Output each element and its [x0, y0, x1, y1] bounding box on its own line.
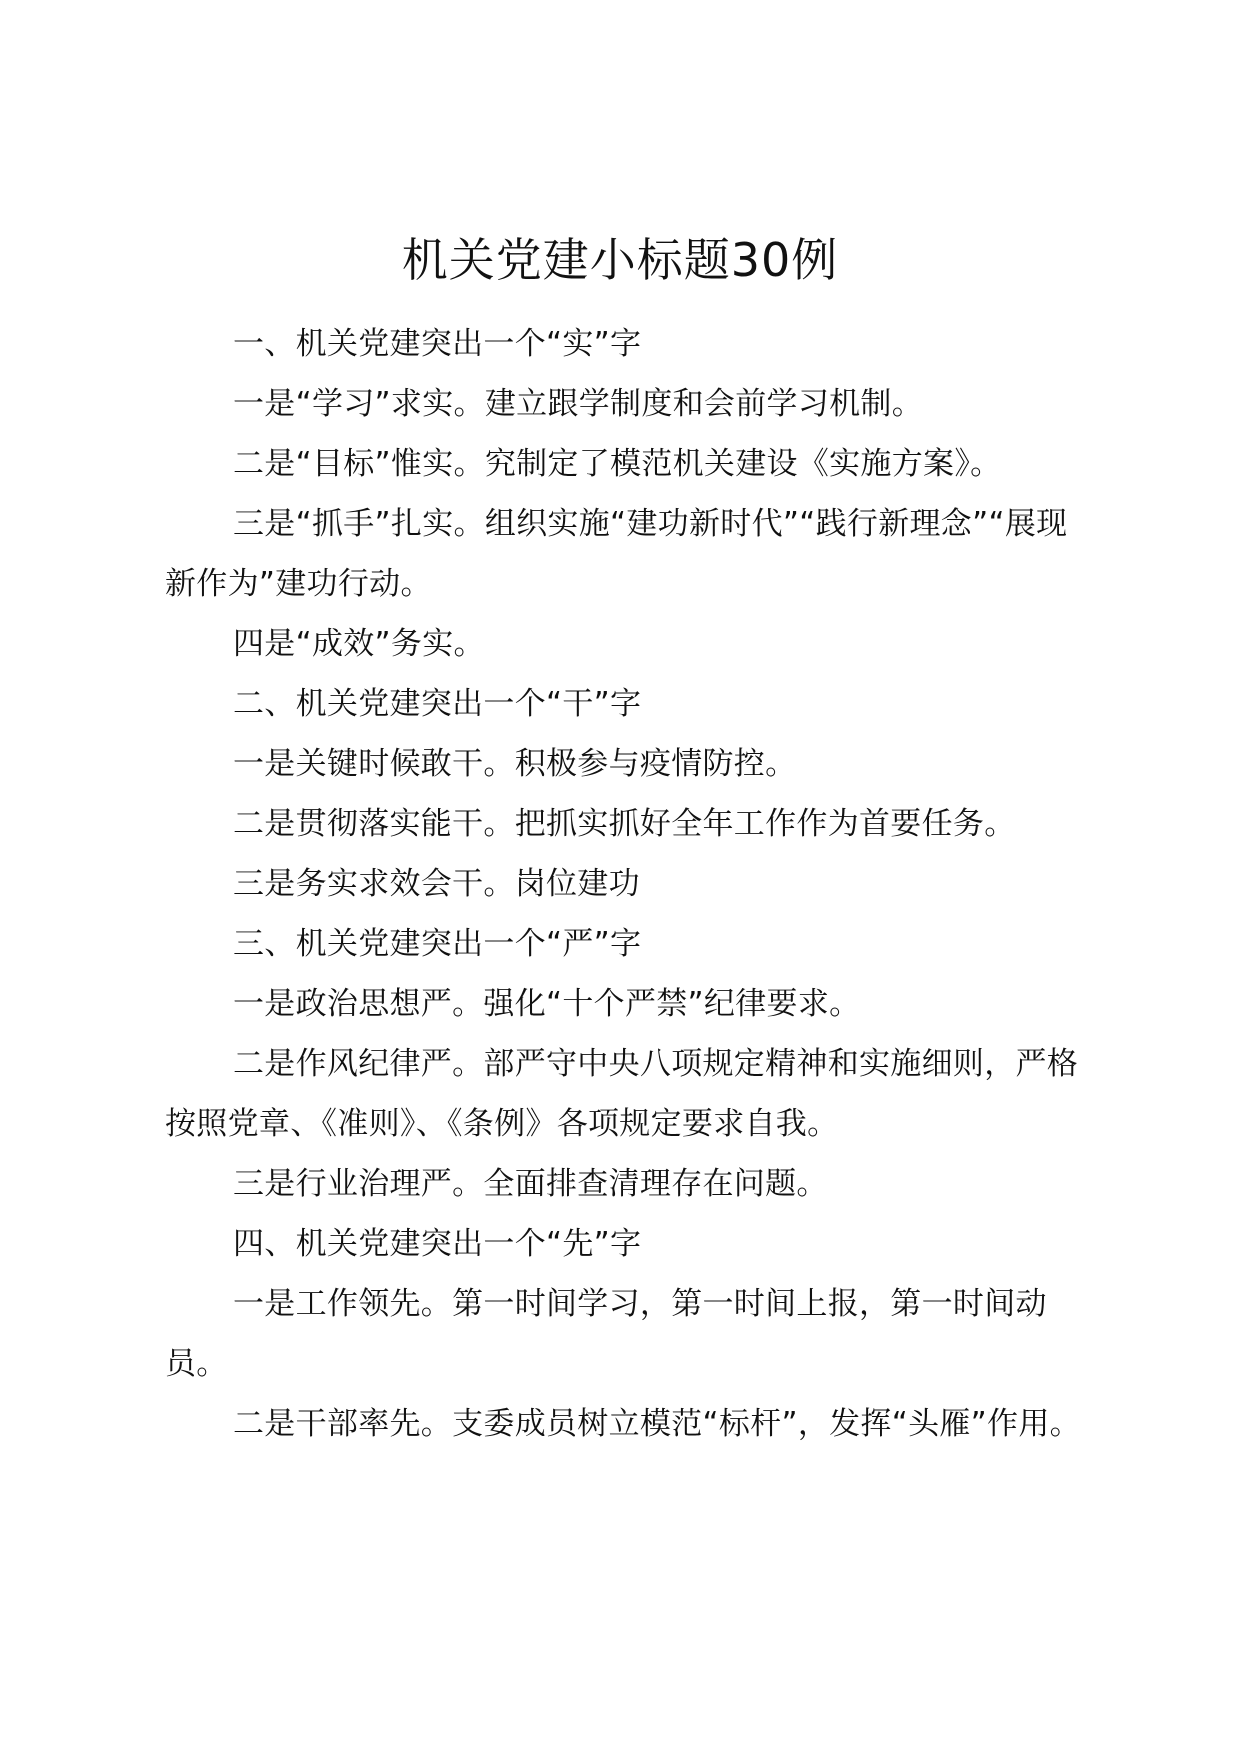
paragraph: 三是行业治理严。全面排查清理存在问题。	[233, 1166, 828, 1202]
paragraph: 二是干部率先。支委成员树立模范“标杆”，发挥“头雁”作用。	[233, 1406, 1081, 1442]
paragraph: 一是工作领先。第一时间学习，第一时间上报，第一时间动员。	[165, 1286, 1047, 1382]
paragraph: 二是“目标”惟实。究制定了模范机关建设《实施方案》。	[233, 446, 1002, 482]
paragraph: 二是贯彻落实能干。把抓实抓好全年工作作为首要任务。	[233, 806, 1016, 842]
document-title: 机关党建小标题30例	[401, 233, 839, 287]
section-heading-yan: 三、机关党建突出一个“严”字	[233, 926, 642, 962]
paragraph: 三是“抓手”扎实。组织实施“建功新时代”“践行新理念”“展现新作为”建功行动。	[165, 506, 1068, 602]
paragraph: 一是政治思想严。强化“十个严禁”纪律要求。	[233, 986, 861, 1022]
section-heading-gan: 二、机关党建突出一个“干”字	[233, 686, 642, 722]
section-heading-shi: 一、机关党建突出一个“实”字	[233, 326, 642, 362]
paragraph: 一是关键时候敢干。积极参与疫情防控。	[233, 746, 797, 782]
section-heading-xian: 四、机关党建突出一个“先”字	[233, 1226, 642, 1262]
paragraph: 三是务实求效会干。岗位建功	[233, 866, 640, 902]
paragraph: 二是作风纪律严。部严守中央八项规定精神和实施细则，严格按照党章、《准则》、《条例》各项规定要求自我。	[165, 1046, 1079, 1142]
paragraph: 四是“成效”务实。	[233, 626, 485, 662]
paragraph: 一是“学习”求实。建立跟学制度和会前学习机制。	[233, 386, 924, 422]
document-body	[165, 314, 1095, 1454]
